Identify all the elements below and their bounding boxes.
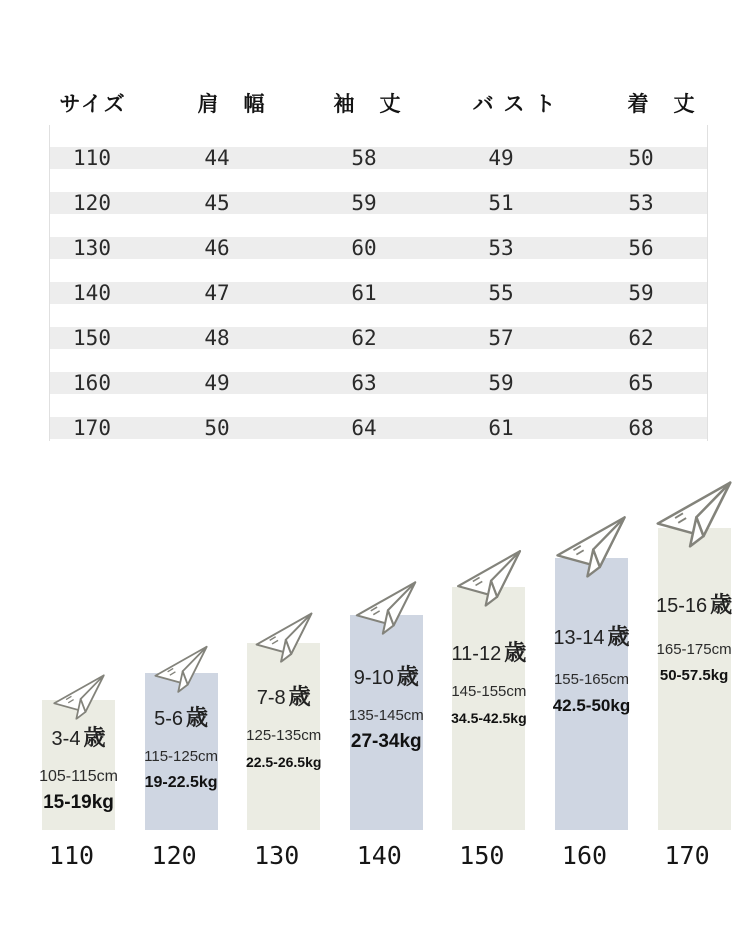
cell-sleeve: 59: [351, 191, 377, 215]
age-label: [340, 664, 433, 691]
age-suffix: 歳: [607, 624, 630, 649]
x-label-160: 160: [561, 841, 608, 870]
table-row: [50, 147, 707, 169]
age-label: [237, 684, 330, 711]
cell-length: 68: [628, 416, 654, 440]
bars: [39, 528, 750, 830]
cell-bust: 57: [488, 326, 514, 350]
cell-size: 140: [73, 281, 111, 305]
cell-size: 150: [73, 326, 111, 350]
height-range: 165-175cm: [656, 641, 732, 658]
cell-sleeve: 63: [351, 371, 377, 395]
height-range: 145-155cm: [451, 683, 527, 700]
weight-range: 27-34kg: [350, 731, 422, 752]
age-range: 15-16: [655, 595, 708, 617]
x-label-150: 150: [459, 841, 505, 870]
cell-bust: 51: [488, 191, 514, 215]
paper-plane-icon: [454, 548, 524, 607]
cell-sleeve: 60: [351, 236, 377, 260]
table-row: [50, 327, 707, 349]
cell-size: 120: [73, 191, 111, 215]
weight-range: 22.5-26.5kg: [245, 754, 322, 770]
weight-range: 50-57.5kg: [659, 667, 729, 684]
age-suffix: 歳: [504, 640, 527, 665]
cell-shoulder: 44: [204, 146, 230, 170]
header-shoulder: 肩 幅: [197, 93, 267, 116]
weight-range: 34.5-42.5kg: [451, 710, 527, 726]
age-label: [32, 725, 125, 752]
age-range: 13-14: [553, 627, 605, 649]
x-label-120: 120: [151, 841, 197, 870]
size-bar-150: [452, 587, 525, 830]
paper-plane-icon: [253, 611, 315, 663]
x-label-130: 130: [254, 841, 300, 870]
cell-sleeve: 64: [351, 416, 377, 440]
cell-length: 50: [628, 146, 654, 170]
size-bar-170: [655, 528, 733, 830]
cell-shoulder: 49: [204, 371, 230, 395]
weight-range: 15-19kg: [43, 792, 114, 813]
cell-shoulder: 48: [204, 326, 230, 350]
cell-length: 65: [628, 371, 654, 395]
height-range: 105-115cm: [39, 768, 118, 785]
table-row: [50, 372, 707, 394]
cell-size: 160: [73, 371, 111, 395]
size-table-header: [49, 88, 708, 114]
age-range: 9-10: [353, 667, 394, 689]
paper-plane-icon: [353, 579, 419, 635]
cell-sleeve: 58: [351, 146, 377, 170]
header-sleeve: 袖 丈: [333, 93, 403, 116]
size-bar-110: [39, 700, 118, 830]
cell-length: 56: [628, 236, 654, 260]
paper-plane-icon: [553, 514, 629, 578]
cell-bust: 55: [488, 281, 514, 305]
table-row: [50, 192, 707, 214]
size-table: [49, 125, 708, 441]
cell-size: 170: [73, 416, 111, 440]
cell-bust: 59: [488, 371, 514, 395]
age-range: 7-8: [256, 687, 286, 709]
x-label-140: 140: [356, 841, 402, 870]
paper-plane-icon: [152, 644, 210, 693]
x-label-110: 110: [48, 841, 95, 870]
size-bar-140: [350, 615, 423, 830]
cell-shoulder: 50: [204, 416, 230, 440]
size-bar-160: [552, 558, 631, 830]
weight-range: 42.5-50kg: [552, 696, 631, 715]
cell-size: 130: [73, 236, 111, 260]
age-suffix: 歳: [288, 684, 311, 709]
age-suffix: 歳: [396, 664, 419, 689]
age-suffix: 歳: [83, 725, 106, 750]
size-bar-130: [247, 643, 320, 830]
age-range: 5-6: [154, 708, 184, 730]
cell-shoulder: 45: [204, 191, 230, 215]
paper-plane-icon: [653, 479, 735, 548]
cell-sleeve: 62: [351, 326, 377, 350]
table-row: [50, 282, 707, 304]
cell-size: 110: [73, 146, 111, 170]
age-label: [648, 592, 741, 619]
header-bust: バ ス ト: [472, 93, 558, 116]
age-label: [135, 705, 228, 732]
size-bar-chart: [0, 528, 750, 870]
x-label-170: 170: [664, 841, 710, 870]
height-range: 155-165cm: [553, 671, 629, 688]
cell-shoulder: 46: [204, 236, 230, 260]
age-label: [442, 640, 535, 667]
x-axis-labels: [35, 841, 750, 870]
height-range: 115-125cm: [144, 748, 219, 765]
paper-plane-icon: [51, 673, 107, 720]
age-range: 3-4: [51, 728, 81, 750]
age-suffix: 歳: [710, 592, 733, 617]
cell-shoulder: 47: [204, 281, 230, 305]
age-range: 11-12: [451, 643, 502, 665]
cell-length: 59: [628, 281, 654, 305]
cell-length: 62: [628, 326, 654, 350]
header-length: 着 丈: [627, 93, 697, 116]
age-suffix: 歳: [186, 705, 209, 730]
age-label: [545, 624, 638, 651]
cell-bust: 53: [488, 236, 514, 260]
cell-bust: 61: [488, 416, 514, 440]
size-bar-120: [145, 673, 218, 830]
weight-range: 19-22.5kg: [144, 774, 218, 791]
cell-sleeve: 61: [351, 281, 377, 305]
table-row: [50, 417, 707, 439]
height-range: 125-135cm: [246, 727, 322, 744]
table-row: [50, 237, 707, 259]
cell-bust: 49: [488, 146, 514, 170]
cell-length: 53: [628, 191, 654, 215]
header-size: サイズ: [59, 93, 127, 116]
height-range: 135-145cm: [348, 707, 424, 724]
